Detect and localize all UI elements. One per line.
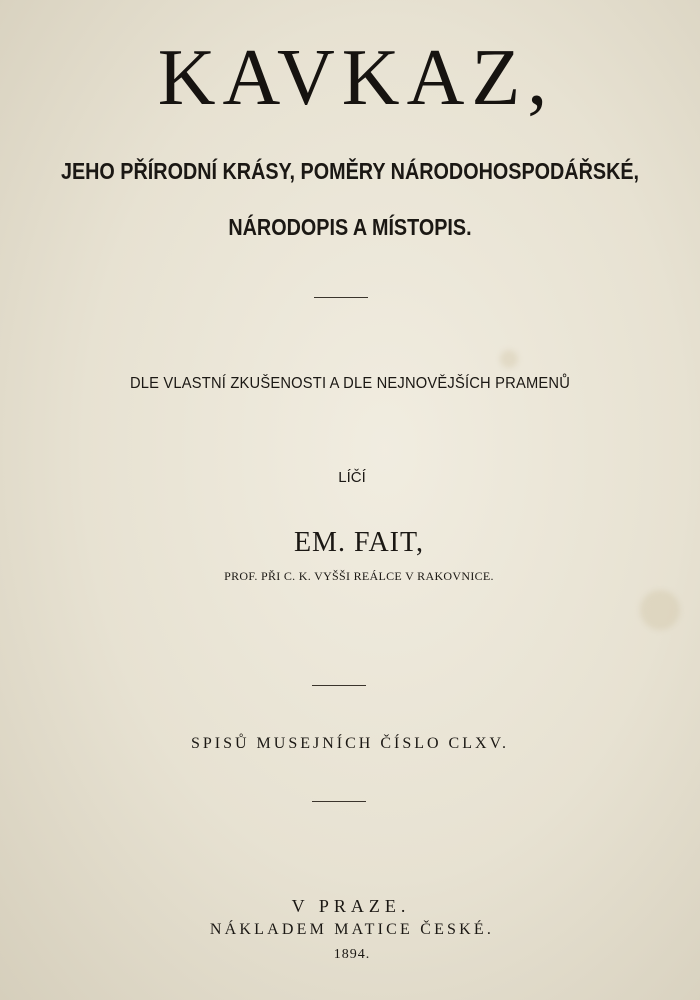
imprint-publisher: NÁKLADEM MATICE ČESKÉ. xyxy=(209,921,495,938)
author-verb: LÍČÍ xyxy=(338,469,366,486)
book-title: KAVKAZ, xyxy=(157,34,555,122)
series-number: SPISŮ MUSEJNÍCH ČÍSLO CLXV. xyxy=(190,735,510,752)
paper-stain xyxy=(640,590,680,630)
divider-rule xyxy=(312,685,366,686)
subtitle-line-2: NÁRODOPIS A MÍSTOPIS. xyxy=(228,214,472,240)
paper-stain xyxy=(500,350,518,368)
source-note: DLE VLASTNÍ ZKUŠENOSTI A DLE NEJNOVĚJŠÍCH PRAMENŮ xyxy=(129,375,571,392)
imprint-year: 1894. xyxy=(333,947,371,962)
divider-rule xyxy=(314,297,368,298)
imprint-place: V PRAZE. xyxy=(291,896,411,916)
subtitle-line-1: JEHO PŘÍRODNÍ KRÁSY, POMĚRY NÁRODOHOSPODÁŘSKÉ, xyxy=(60,158,640,184)
divider-rule xyxy=(312,801,366,802)
author-affiliation: PROF. PŘI C. K. VYŠŠI REÁLCE V RAKOVNICE. xyxy=(224,569,494,583)
author-name: EM. FAIT, xyxy=(293,527,425,558)
